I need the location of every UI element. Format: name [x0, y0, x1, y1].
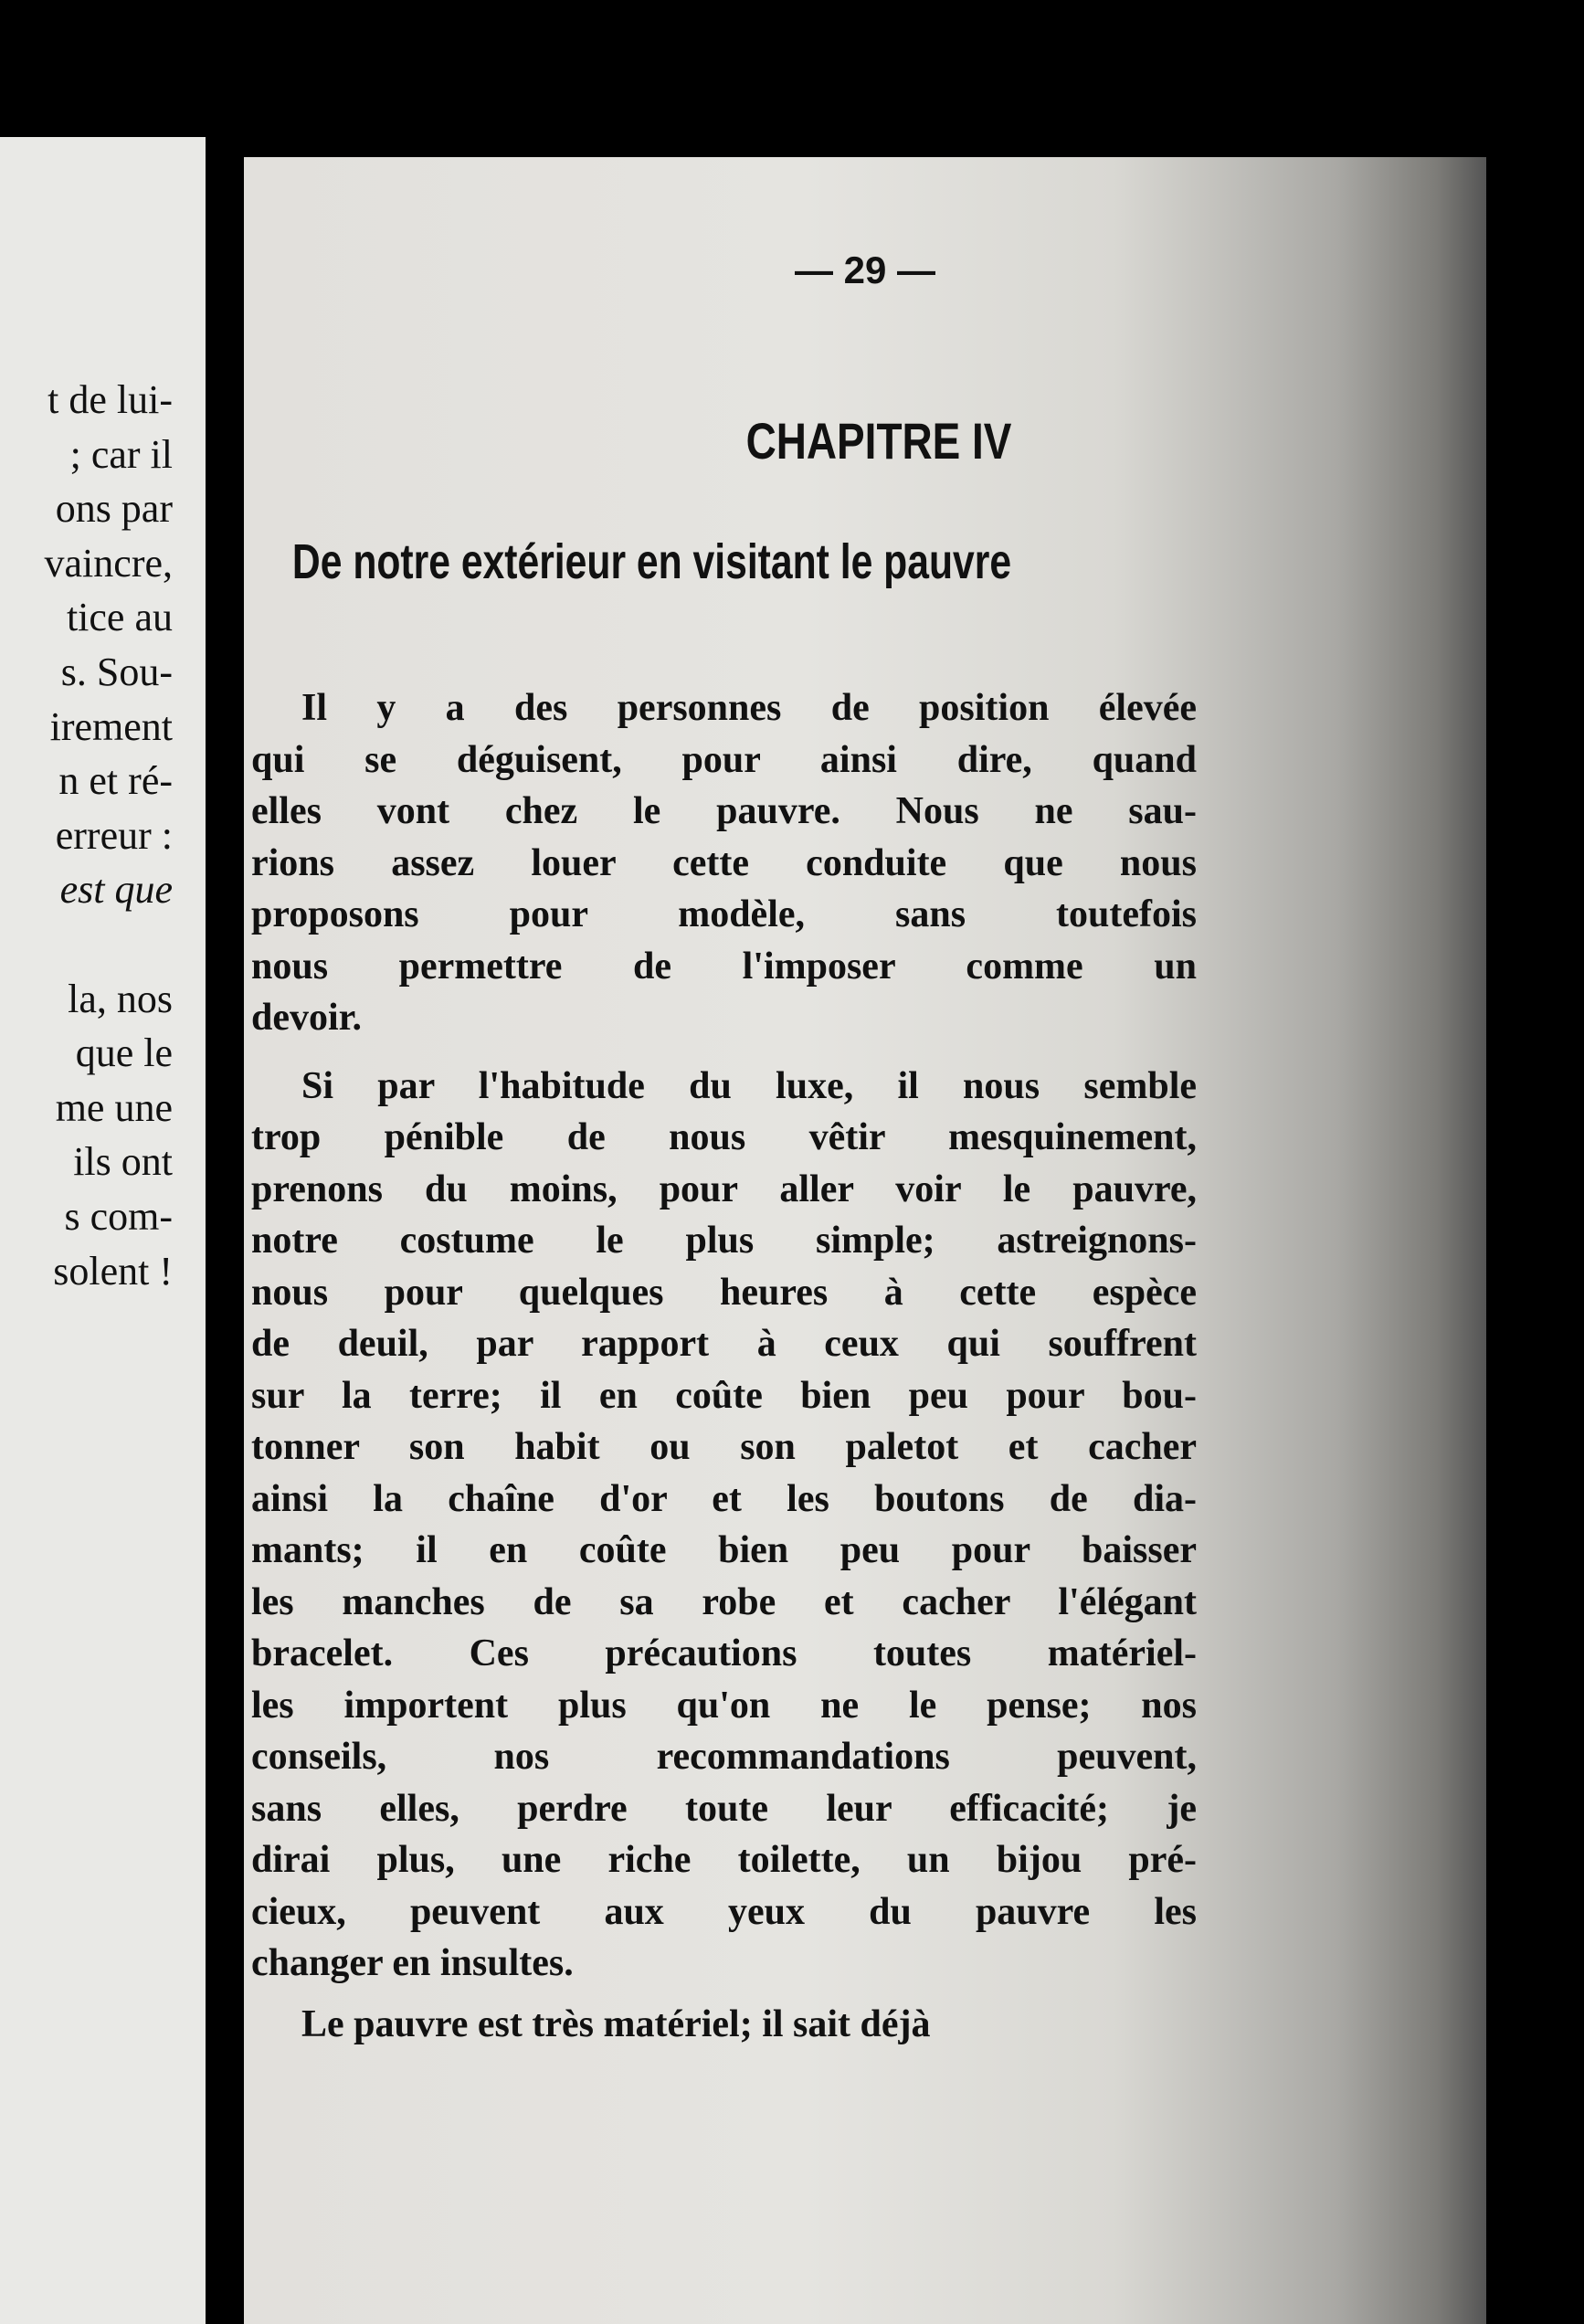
paragraph — [251, 1999, 1197, 2051]
left-line: me une — [55, 1084, 173, 1130]
text-line: proposons pour modèle, sans toutefois — [251, 893, 1197, 935]
left-line: ils ont — [73, 1139, 173, 1185]
left-line: irement — [49, 703, 173, 749]
left-line: s. Sou- — [60, 649, 173, 694]
text-line: Il y a des personnes de position élevée — [301, 687, 1197, 729]
left-line: tice au — [66, 595, 173, 640]
body-text — [251, 682, 1197, 2050]
left-line: est que — [59, 867, 173, 913]
text-line: rions assez louer cette conduite que nous — [251, 841, 1197, 884]
page-number: — 29 — — [794, 248, 936, 291]
paragraph — [251, 1061, 1197, 1990]
left-line: solent ! — [53, 1248, 173, 1294]
text-line: dirai plus, une riche toilette, un bijou pré- — [251, 1839, 1197, 1881]
left-line-blank — [45, 917, 173, 972]
text-line: notre costume le plus simple; astreignons- — [251, 1220, 1197, 1262]
paragraph — [251, 682, 1197, 1044]
chapter-title: CHAPITRE IV — [745, 412, 1012, 470]
text-line: trop pénible de nous vêtir mesquinement, — [251, 1116, 1197, 1158]
left-page-fragment — [0, 137, 206, 2324]
text-line: mants; il en coûte bien peu pour baisser — [251, 1529, 1197, 1571]
text-line: changer en insultes. — [251, 1942, 574, 1984]
text-line: bracelet. Ces précautions toutes matériel- — [251, 1632, 1197, 1674]
left-line: ; car il — [69, 431, 173, 477]
text-line: tonner son habit ou son paletot et cacher — [251, 1426, 1197, 1468]
text-line: de deuil, par rapport à ceux qui souffrent — [251, 1323, 1197, 1365]
left-line: t de lui- — [48, 377, 173, 422]
left-line: s com- — [64, 1193, 173, 1239]
text-line: Le pauvre est très matériel; il sait déjà — [301, 2002, 931, 2045]
left-line: n et ré- — [58, 758, 173, 804]
book-gutter — [206, 146, 244, 2324]
text-line: prenons du moins, pour aller voir le pauvre, — [251, 1167, 1197, 1210]
text-line: nous permettre de l'imposer comme un — [251, 945, 1197, 988]
text-line: elles vont chez le pauvre. Nous ne sau- — [251, 790, 1197, 832]
text-line: cieux, peuvent aux yeux du pauvre les — [251, 1890, 1197, 1933]
text-line: devoir. — [251, 997, 362, 1039]
left-line: vaincre, — [44, 540, 173, 586]
scan-edge — [1486, 0, 1584, 2324]
text-line: sans elles, perdre toute leur efficacité; je — [251, 1787, 1197, 1830]
left-line: la, nos — [68, 976, 173, 1021]
text-line: les importent plus qu'on ne le pense; nos — [251, 1684, 1197, 1727]
text-line: qui se déguisent, pour ainsi dire, quand — [251, 738, 1197, 781]
text-line: ainsi la chaîne d'or et les boutons de dia- — [251, 1477, 1197, 1520]
left-page-text — [45, 373, 173, 1298]
text-line: nous pour quelques heures à cette espèce — [251, 1271, 1197, 1314]
right-page-text — [244, 157, 1486, 2324]
right-page — [244, 157, 1486, 2324]
chapter-subtitle: De notre extérieur en visitant le pauvre — [291, 534, 1012, 589]
left-line: ons par — [55, 486, 173, 532]
text-line: sur la terre; il en coûte bien peu pour bou- — [251, 1374, 1197, 1417]
text-line: Si par l'habitude du luxe, il nous semble — [301, 1064, 1197, 1107]
left-line: que le — [75, 1030, 173, 1076]
text-line: conseils, nos recommandations peuvent, — [251, 1736, 1197, 1778]
left-line: erreur : — [55, 812, 173, 858]
text-line: les manches de sa robe et cacher l'élégant — [251, 1580, 1197, 1623]
